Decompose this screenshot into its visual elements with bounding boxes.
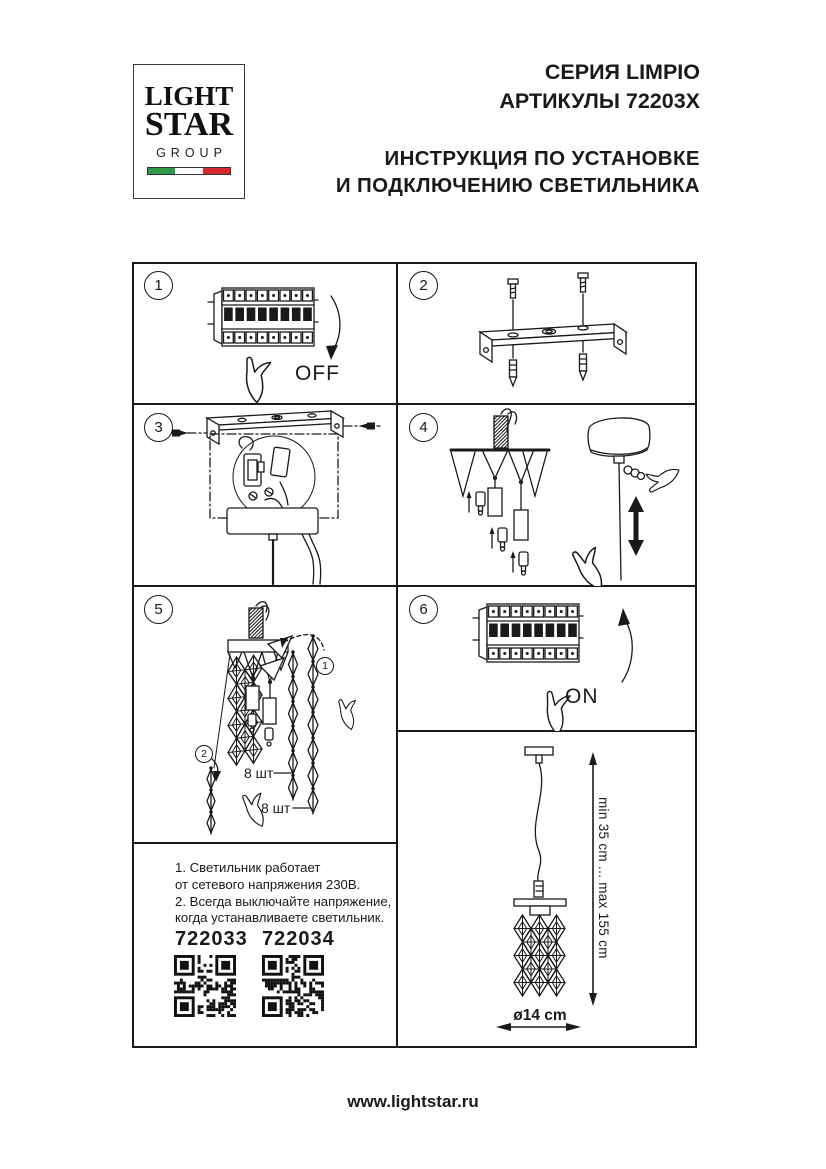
step-4-panel [397, 404, 697, 586]
step-5-number: 5 [154, 601, 163, 618]
logo-word-star: STAR [144, 106, 234, 143]
logo-word-light: LIGHT [144, 81, 234, 111]
suspension-cord [535, 763, 541, 881]
diameter-label: ø14 cm [513, 1007, 567, 1024]
crystal-shade-lattice [514, 915, 565, 996]
safety-notes [175, 860, 391, 927]
callout-1-number: 1 [322, 660, 328, 672]
pendant-lamp-diagram [397, 731, 697, 1048]
callout-2-number: 2 [201, 748, 207, 760]
lower-hand-icon [565, 539, 619, 586]
note-line-3: 2. Всегда выключайте напряжение, [175, 893, 392, 909]
series-title: СЕРИЯ LIMPIO [544, 60, 700, 84]
header-instruction-block [336, 146, 700, 199]
step-4-badge [409, 413, 438, 442]
shade-top-frame [514, 899, 566, 906]
article-code-2: 722034 [262, 928, 335, 950]
step-3-badge [144, 413, 173, 442]
step-4-number: 4 [419, 419, 428, 436]
power-off-label: OFF [295, 362, 340, 385]
flag-green [148, 168, 175, 174]
breaker-on-diagram [397, 586, 697, 731]
dimensions-panel [397, 731, 697, 1048]
strip-hand-icon [332, 693, 368, 731]
notes-panel [132, 843, 397, 1048]
note-line-4: когда устанавливаете светильник. [175, 910, 385, 926]
step-2-badge [409, 271, 438, 300]
quantity-label-1: 8 шт [244, 765, 274, 781]
article-code-1: 722033 [175, 928, 248, 950]
note-line-2: от сетевого напряжения 230В. [175, 876, 361, 892]
callout-2-badge [195, 745, 213, 763]
instruction-title-line1: ИНСТРУКЦИЯ ПО УСТАНОВКЕ [384, 147, 700, 170]
step-5-badge [144, 595, 173, 624]
ceiling-canopy [227, 508, 318, 534]
step-2-number: 2 [419, 277, 428, 294]
step-3-panel [132, 404, 397, 586]
italian-flag-stripe [147, 167, 231, 175]
pointing-hand-icon [237, 350, 284, 403]
qr-code-1 [174, 955, 236, 1017]
note-line-1: 1. Светильник работает [175, 860, 321, 875]
rotate-up-arrow [622, 620, 632, 682]
bracket-mounting-diagram [397, 262, 697, 404]
website-url: www.lightstar.ru [347, 1092, 479, 1111]
upper-hand-icon [639, 456, 680, 498]
step-2-panel [397, 262, 697, 404]
quantity-label-2: 8 шт [261, 800, 291, 816]
ceiling-plate [525, 747, 553, 755]
step-6-badge [409, 595, 438, 624]
step-6-panel [397, 586, 697, 731]
lightstar-logo [133, 64, 245, 199]
qr-code-2 [262, 955, 324, 1017]
lamp-assembly-diagram [397, 404, 697, 586]
instruction-title-line2: И ПОДКЛЮЧЕНИЮ СВЕТИЛЬНИКА [335, 173, 700, 197]
step-1-number: 1 [154, 277, 163, 294]
articles-title: АРТИКУЛЫ 72203X [499, 89, 700, 113]
logo-word-group: GROUP [156, 146, 227, 160]
step-3-number: 3 [154, 419, 163, 436]
flag-red [203, 168, 230, 174]
header-series-block [499, 58, 700, 116]
height-range-label: min 35 cm ... max 155 cm [596, 797, 611, 959]
step-5-panel [132, 586, 397, 843]
step-1-badge [144, 271, 173, 300]
ceiling-cup [588, 418, 650, 456]
flag-white [175, 168, 202, 174]
callout-1-badge [316, 657, 334, 675]
rotate-down-arrow [331, 296, 340, 350]
step-1-panel [132, 262, 397, 404]
step-6-number: 6 [419, 601, 428, 618]
power-on-label: ON [565, 685, 599, 708]
